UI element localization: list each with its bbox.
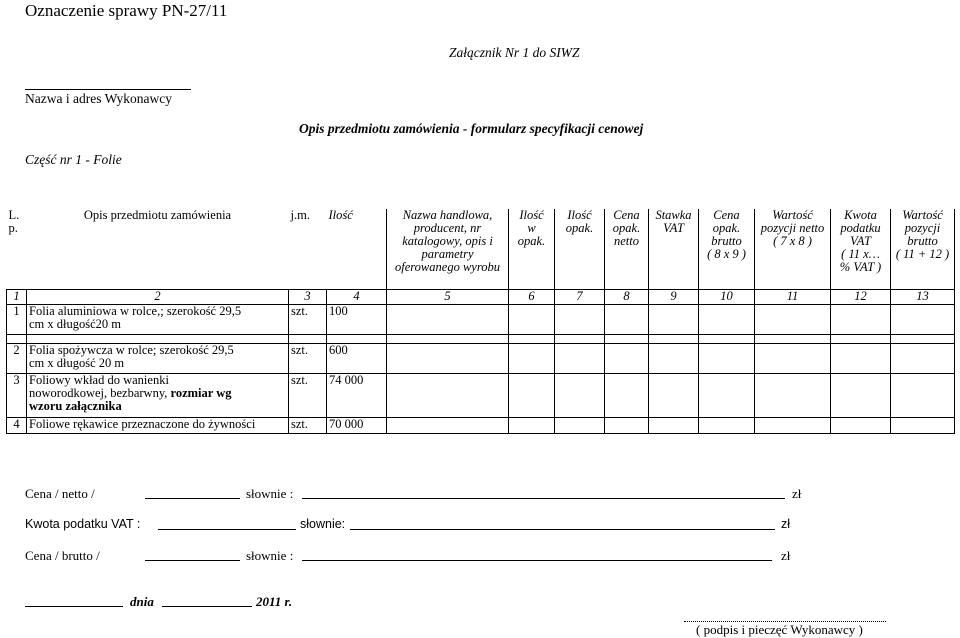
vat-amount-label: Kwota podatku VAT : [25, 517, 141, 531]
col-unit: j.m. [290, 208, 310, 222]
col-vat-rate: Stawka VAT [649, 209, 699, 289]
col-price-gross: Cena opak. brutto ( 8 x 9 ) [699, 209, 755, 289]
row-cell[interactable] [387, 304, 509, 334]
row-description: Foliowy wkład do wanienki noworodkowej, bezbarwny, rozmiar wg wzoru załącznika [27, 373, 289, 417]
row-cell[interactable] [509, 304, 555, 334]
row-cell[interactable] [891, 343, 955, 373]
contractor-label: Nazwa i adres Wykonawcy [25, 91, 173, 106]
column-number: 2 [27, 289, 289, 304]
place-field[interactable] [25, 606, 123, 607]
row-description: Folia spożywcza w rolce; szerokość 29,5 cm x długość 20 m [27, 343, 289, 373]
row-qty: 100 [327, 304, 387, 334]
col-lp: L. p. [8, 208, 20, 235]
row-number: 3 [7, 373, 27, 417]
row-cell[interactable] [605, 304, 649, 334]
row-qty: 600 [327, 343, 387, 373]
row-cell[interactable] [831, 417, 891, 433]
gross-words-label: słownie : [246, 548, 294, 563]
row-cell[interactable] [649, 417, 699, 433]
row-cell[interactable] [509, 417, 555, 433]
col-description: Opis przedmiotu zamówienia [83, 208, 232, 222]
row-cell[interactable] [509, 343, 555, 373]
column-number: 7 [555, 289, 605, 304]
net-words-label: słownie : [246, 486, 294, 501]
row-unit: szt. [289, 304, 327, 334]
row-number: 4 [7, 417, 27, 433]
row-cell[interactable] [605, 417, 649, 433]
column-number: 13 [891, 289, 955, 304]
row-cell[interactable] [605, 343, 649, 373]
row-cell[interactable] [831, 343, 891, 373]
table-row [7, 304, 955, 334]
signature-label: ( podpis i pieczęć Wykonawcy ) [696, 622, 863, 637]
specification-table [6, 209, 955, 434]
row-cell[interactable] [891, 373, 955, 417]
col-value-net: Wartość pozycji netto ( 7 x 8 ) [755, 209, 831, 289]
net-words-field[interactable] [302, 498, 785, 499]
row-cell[interactable] [555, 373, 605, 417]
row-cell[interactable] [891, 417, 955, 433]
row-cell[interactable] [831, 304, 891, 334]
vat-words-field[interactable] [350, 529, 775, 530]
row-cell[interactable] [831, 373, 891, 417]
date-word: dnia [130, 594, 154, 609]
column-number: 3 [289, 289, 327, 304]
col-qty: Ilość [328, 208, 353, 222]
row-cell[interactable] [699, 304, 755, 334]
table-row [7, 343, 955, 373]
column-number: 1 [7, 289, 27, 304]
contractor-line [25, 89, 191, 90]
date-field[interactable] [162, 606, 252, 607]
gross-price-field[interactable] [145, 560, 240, 561]
vat-amount-field[interactable] [158, 529, 296, 530]
column-number: 4 [327, 289, 387, 304]
row-cell[interactable] [605, 373, 649, 417]
case-mark: Oznaczenie sprawy PN-27/11 [25, 1, 228, 20]
gross-currency: zł [781, 548, 791, 563]
column-number: 9 [649, 289, 699, 304]
row-cell[interactable] [755, 304, 831, 334]
column-number-row [7, 289, 955, 304]
row-cell[interactable] [649, 373, 699, 417]
row-cell[interactable] [891, 304, 955, 334]
net-currency: zł [792, 486, 802, 501]
row-cell[interactable] [699, 417, 755, 433]
form-title: Opis przedmiotu zamówienia - formularz specyfikacji cenowej [299, 121, 644, 136]
col-qty-pack: Ilość w opak. [509, 209, 555, 289]
row-cell[interactable] [699, 373, 755, 417]
table-row [7, 417, 955, 433]
col-num-packs: Ilość opak. [555, 209, 605, 289]
row-cell[interactable] [387, 343, 509, 373]
gross-words-field[interactable] [302, 560, 772, 561]
row-cell[interactable] [387, 373, 509, 417]
row-unit: szt. [289, 417, 327, 433]
row-cell[interactable] [649, 343, 699, 373]
header-row [7, 209, 955, 289]
vat-words-label: słownie: [300, 517, 346, 531]
row-cell[interactable] [699, 343, 755, 373]
row-qty: 74 000 [327, 373, 387, 417]
table-row [7, 373, 955, 417]
row-description: Folia aluminiowa w rolce,; szerokość 29,5 cm x długość20 m [27, 304, 289, 334]
row-cell[interactable] [755, 343, 831, 373]
row-number: 1 [7, 304, 27, 334]
gross-price-label: Cena / brutto / [25, 548, 100, 563]
row-unit: szt. [289, 373, 327, 417]
row-unit: szt. [289, 343, 327, 373]
column-number: 12 [831, 289, 891, 304]
col-value-gross: Wartość pozycji brutto ( 11 + 12 ) [891, 209, 955, 289]
vat-currency: zł [781, 517, 791, 531]
col-trade-name: Nazwa handlowa, producent, nr katalogowy, opis i parametry oferowanego wyrobu [387, 209, 509, 289]
column-number: 8 [605, 289, 649, 304]
row-description: Foliowe rękawice przeznaczone do żywności [27, 417, 289, 433]
row-cell[interactable] [555, 343, 605, 373]
row-cell[interactable] [555, 417, 605, 433]
attachment-label: Załącznik Nr 1 do SIWZ [449, 45, 580, 60]
row-number: 2 [7, 343, 27, 373]
col-vat-amount: Kwota podatku VAT ( 11 x… % VAT ) [831, 209, 891, 289]
row-cell[interactable] [755, 417, 831, 433]
row-cell[interactable] [387, 417, 509, 433]
row-qty: 70 000 [327, 417, 387, 433]
part-label: Część nr 1 - Folie [25, 152, 122, 167]
column-number: 6 [509, 289, 555, 304]
row-spacer [7, 334, 955, 343]
year-label: 2011 r. [256, 594, 293, 609]
column-number: 5 [387, 289, 509, 304]
row-cell[interactable] [755, 373, 831, 417]
column-number: 10 [699, 289, 755, 304]
column-number: 11 [755, 289, 831, 304]
col-price-net: Cena opak. netto [605, 209, 649, 289]
row-cell[interactable] [509, 373, 555, 417]
row-cell[interactable] [555, 304, 605, 334]
net-price-label: Cena / netto / [25, 486, 95, 501]
net-price-field[interactable] [145, 498, 240, 499]
row-cell[interactable] [649, 304, 699, 334]
